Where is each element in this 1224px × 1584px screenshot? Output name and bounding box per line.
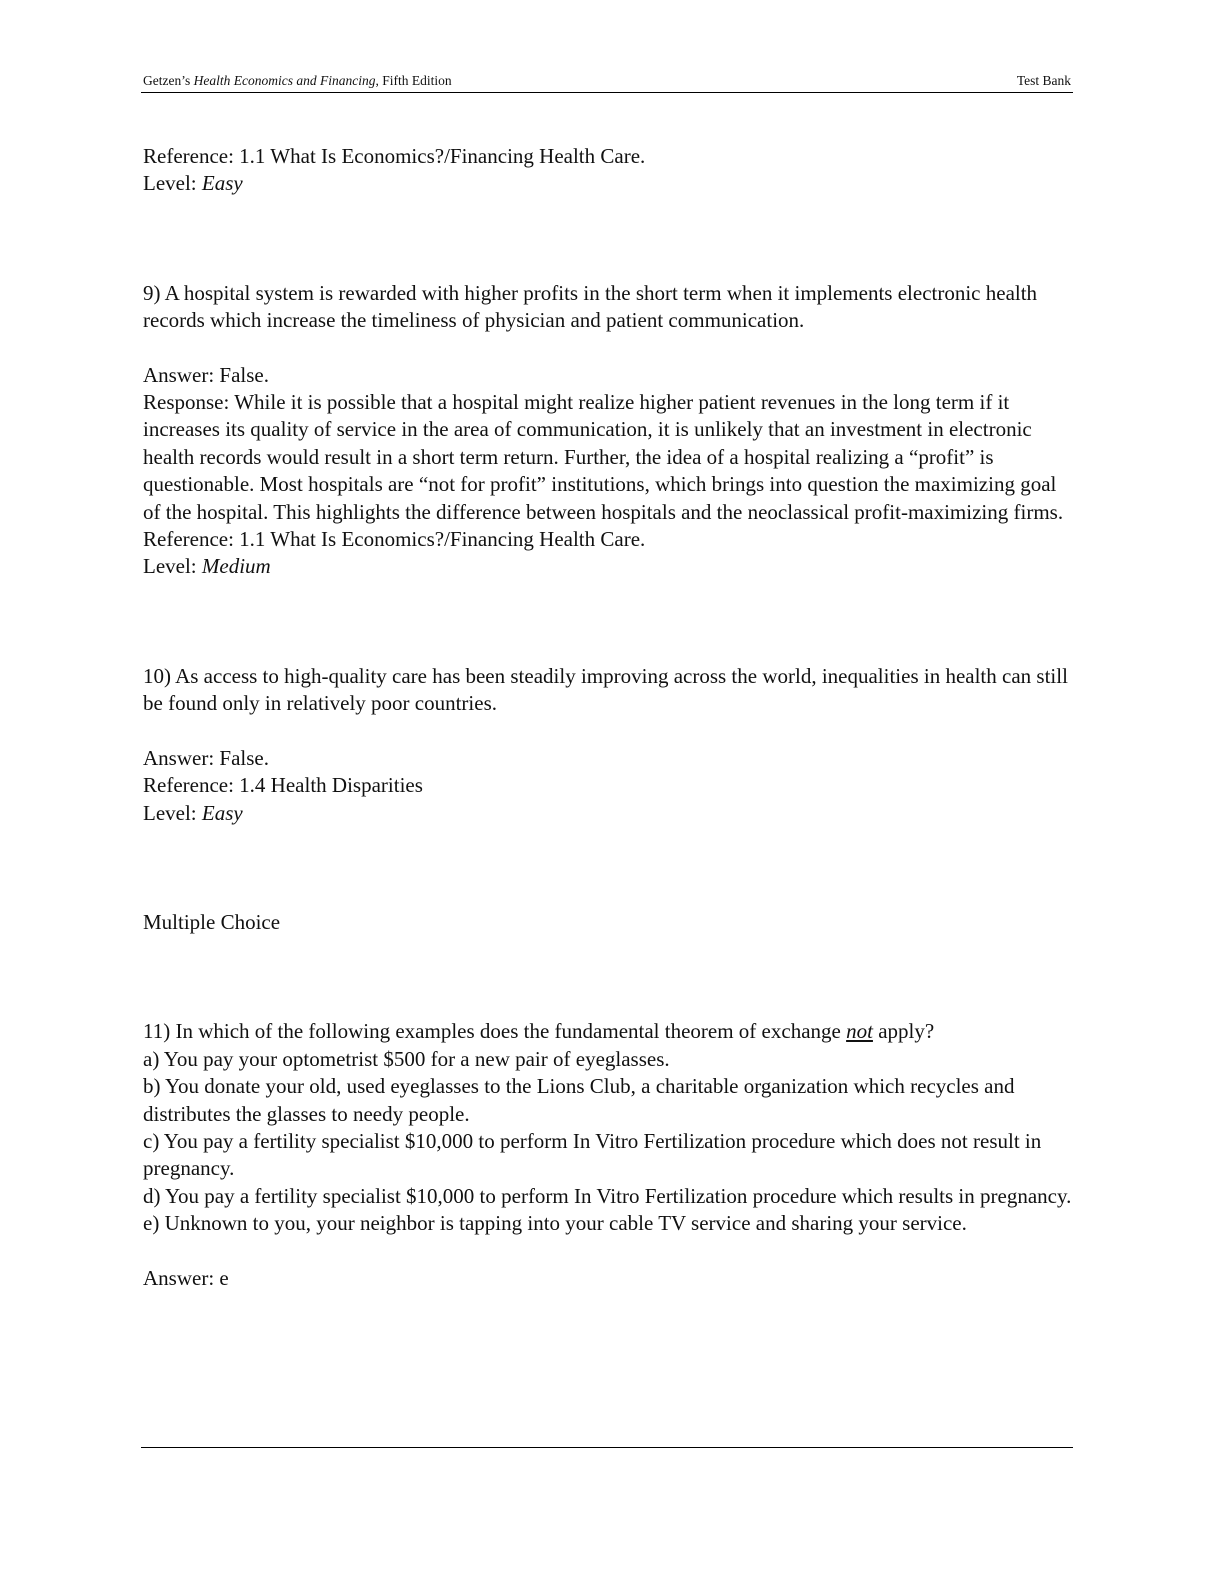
header-test-bank: Test Bank <box>1016 73 1071 88</box>
q11-question-end: apply? <box>872 1019 935 1044</box>
q8-level <box>143 170 1073 197</box>
q9-response: Response: While it is possible that a hospital might realize higher patient revenues in the long term if it increases its quality of service in the area of communication, it is unlikely that an investment in electronic health records would result in a short term return. Further, the idea of a hospital realizing a “profit” is questionable. Most hospitals are “not for profit” institutions, which brings into question the maximizing goal of the hospital. This highlights the difference between hospitals and the neoclassical profit-maximizing firms. <box>143 390 1064 524</box>
q8-level-label: Level: <box>143 171 202 196</box>
page-body <box>143 143 1073 1292</box>
q10-answer: Answer: False. <box>143 745 269 770</box>
q11-option-d: d) You pay a fertility specialist $10,000 to perform In Vitro Fertilization procedure which results in pregnancy. <box>143 1183 1072 1208</box>
q11-option-c: c) You pay a fertility specialist $10,000 to perform In Vitro Fertilization procedure which does not result in pregnancy. <box>143 1128 1042 1181</box>
q9-level-value: Medium <box>201 554 271 579</box>
section-title: Multiple Choice <box>143 909 281 934</box>
page-header <box>141 72 1073 93</box>
q10-level-value: Easy <box>201 800 243 825</box>
q10-level <box>143 800 1073 827</box>
q9-answer: Answer: False. <box>143 362 269 387</box>
q11-option-e: e) Unknown to you, your neighbor is tapping into your cable TV service and sharing your service. <box>143 1211 967 1236</box>
header-author: Getzen’s <box>143 73 194 88</box>
q11-option-a: a) You pay your optometrist $500 for a new pair of eyeglasses. <box>143 1046 670 1071</box>
q8-level-value: Easy <box>201 171 243 196</box>
header-title: Health Economics and Financing <box>193 73 376 88</box>
header-book-title <box>143 73 452 89</box>
q11-question-emphasis: not <box>846 1019 873 1044</box>
footer-rule <box>141 1447 1073 1448</box>
q11-question <box>143 1018 1073 1045</box>
q10-question: 10) As access to high-quality care has been steadily improving across the world, inequalities in health can still be found only in relatively poor countries. <box>143 663 1068 716</box>
q9-question: 9) A hospital system is rewarded with higher profits in the short term when it implements electronic health records which increase the timeliness of physician and patient communication. <box>143 280 1038 333</box>
q8-reference: Reference: 1.1 What Is Economics?/Financing Health Care. <box>143 144 646 168</box>
q9-reference: Reference: 1.1 What Is Economics?/Financing Health Care. <box>143 527 646 552</box>
q11-option-b: b) You donate your old, used eyeglasses to the Lions Club, a charitable organization which recycles and distributes the glasses to needy people. <box>143 1074 1015 1126</box>
q9-level-label: Level: <box>143 554 202 579</box>
q11-question-text: 11) In which of the following examples does the fundamental theorem of exchange <box>143 1019 847 1044</box>
header-edition: , Fifth Edition <box>375 73 452 88</box>
q11-answer: Answer: e <box>143 1265 229 1290</box>
q10-reference: Reference: 1.4 Health Disparities <box>143 773 423 798</box>
q9-level <box>143 553 1073 580</box>
q10-level-label: Level: <box>143 800 202 825</box>
